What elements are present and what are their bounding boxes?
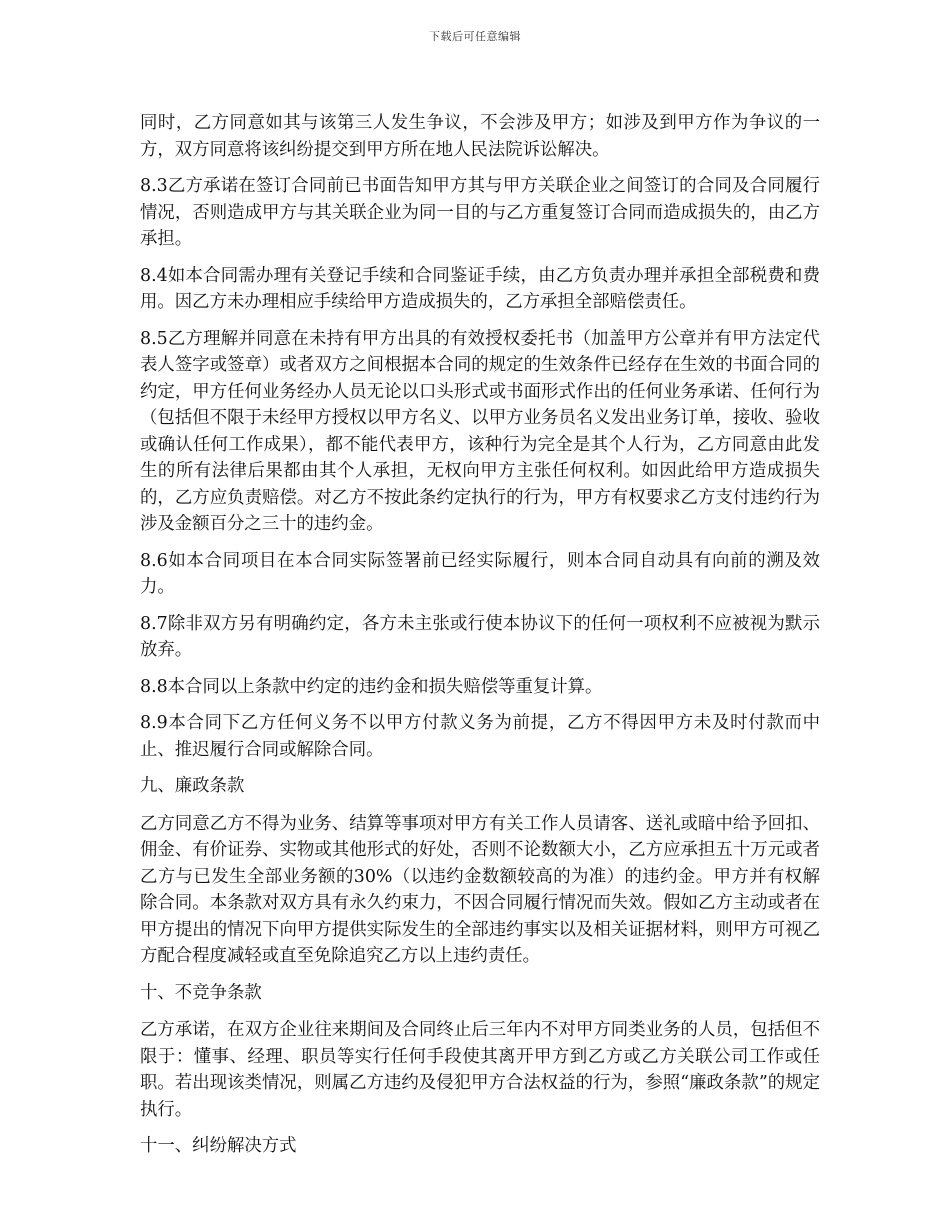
clause-8-9: 8.9本合同下乙方任何义务不以甲方付款义务为前提，乙方不得因甲方未及时付款而中止、推迟履行合同或解除合同。 (140, 713, 820, 760)
section-11-heading: 十一、纠纷解决方式 (140, 1136, 297, 1156)
clause-8-6: 8.6如本合同项目在本合同实际签署前已经实际履行，则本合同自动具有向前的溯及效力。 (140, 550, 820, 597)
section-10-heading: 十、不竞争条款 (140, 982, 262, 1003)
section-9-heading: 九、廉政条款 (140, 776, 245, 796)
clause-8-4: 8.4如本合同需办理有关登记手续和合同鉴证手续，由乙方负责办理并承担全部税费和费用。因乙方未办理相应手续给甲方造成损失的，乙方承担全部赔偿责任。 (140, 265, 820, 312)
page-header: 下载后可任意编辑 (429, 30, 521, 43)
clause-8-3: 8.3乙方承诺在签订合同前已书面告知甲方其与甲方关联企业之间签订的合同及合同履行情况，否则造成甲方与其关联企业为同一目的与乙方重复签订合同而造成损失的，由乙方承担。 (140, 176, 820, 249)
section-9-text: 乙方同意乙方不得为业务、结算等事项对甲方有关工作人员请客、送礼或暗中给予回扣、佣金、有价证券、实物或其他形式的好处，否则不论数额大小，乙方应承担五十万元或者乙方与已发生全部业务额的30%（以违约金数额较高的为准）的违约金。甲方并有权解除合同。本条款对双方具有永久约束力，不因合同履行情况而失效。假如乙方主动或者在甲方提出的情况下向甲方提供实际发生的全部违约事实以及相关证据材料，则甲方可视乙方配合程度减轻或直至免除追究乙方以上违约责任。 (140, 813, 820, 966)
document-body (140, 110, 820, 1171)
clause-8-8: 8.8本合同以上条款中约定的违约金和损失赔偿等重复计算。 (140, 676, 603, 697)
clause-8-7: 8.7除非双方另有明确约定，各方未主张或行使本协议下的任何一项权利不应被视为默示放弃。 (140, 613, 820, 660)
paragraph-dispute-continuation: 同时，乙方同意如其与该第三人发生争议，不会涉及甲方；如涉及到甲方作为争议的一方，双方同意将该纠纷提交到甲方所在地人民法院诉讼解决。 (140, 113, 820, 160)
section-10-text: 乙方承诺，在双方企业往来期间及合同终止后三年内不对甲方同类业务的人员，包括但不限于：懂事、经理、职员等实行任何手段使其离开甲方到乙方或乙方关联公司工作或任职。若出现该类情况，则属乙方违约及侵犯甲方合法权益的行为，参照“廉政条款”的规定执行。 (140, 1020, 820, 1120)
clause-8-5: 8.5乙方理解并同意在未持有甲方出具的有效授权委托书（加盖甲方公章并有甲方法定代表人签字或签章）或者双方之间根据本合同的规定的生效条件已经存在生效的书面合同的约定，甲方任何业务经办人员无论以口头形式或书面形式作出的任何业务承诺、任何行为（包括但不限于未经甲方授权以甲方名义、以甲方业务员名义发出业务订单，接收、验收或确认任何工作成果），都不能代表甲方，该种行为完全是其个人行为，乙方同意由此发生的所有法律后果都由其个人承担，无权向甲方主张任何权利。如因此给甲方造成损失的，乙方应负责赔偿。对乙方不按此条约定执行的行为，甲方有权要求乙方支付违约行为涉及金额百分之三十的违约金。 (140, 328, 820, 534)
